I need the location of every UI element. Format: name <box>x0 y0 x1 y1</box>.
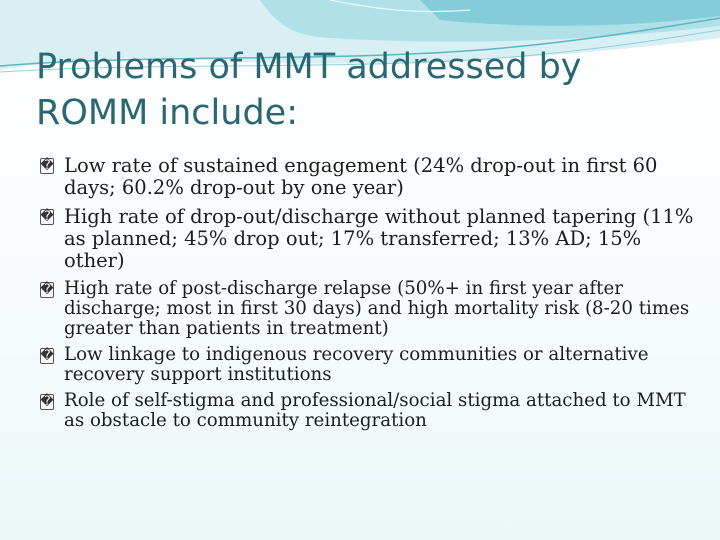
bullet-text: High rate of drop-out/discharge without planned tapering (11% as planned; 45% drop out; 17% transferred; 13% AD; 15% other) <box>64 205 694 272</box>
slide-title: Problems of MMT addressed by ROMM include: <box>36 47 582 133</box>
bullet-item <box>40 279 700 339</box>
bullet-item <box>40 155 700 199</box>
bullet-item <box>40 345 700 385</box>
bullet-text: Low rate of sustained engagement (24% drop-out in first 60 days; 60.2% drop-out by one year) <box>64 154 658 199</box>
bullet-item <box>40 206 700 272</box>
missing-glyph-bullet-icon: � <box>40 348 54 363</box>
bullet-item <box>40 391 700 431</box>
bullet-text: High rate of post-discharge relapse (50%+ in first year after discharge; most in first 30 days) and high mortality risk (8-20 times greater than patients in treatment) <box>64 278 690 339</box>
bullet-list <box>40 155 700 437</box>
bullet-text: Role of self-stigma and professional/social stigma attached to MMT as obstacle to community reintegration <box>64 390 686 431</box>
bullet-text: Low linkage to indigenous recovery communities or alternative recovery support institutions <box>64 344 649 385</box>
missing-glyph-bullet-icon: � <box>40 394 54 409</box>
missing-glyph-bullet-icon: � <box>40 158 54 173</box>
missing-glyph-bullet-icon: � <box>40 282 54 297</box>
missing-glyph-bullet-icon: � <box>40 209 54 224</box>
